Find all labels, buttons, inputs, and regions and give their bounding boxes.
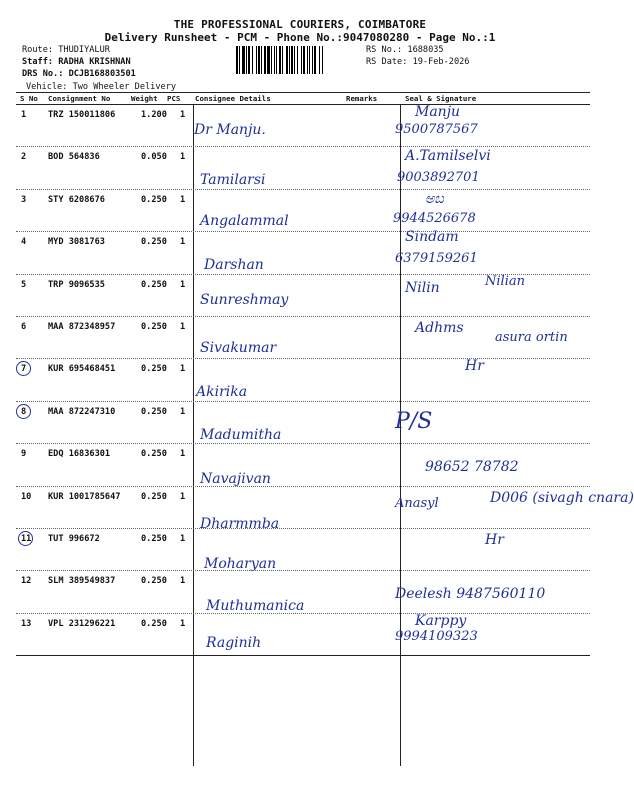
row-weight: 0.250 <box>141 279 167 290</box>
row-sno: 9 <box>21 449 27 460</box>
signature-handwriting: Nilin <box>405 279 440 296</box>
row-divider <box>16 189 590 190</box>
row-consignment: MAA 872247310 <box>48 406 116 417</box>
consignee-handwriting: Dharmmba <box>200 515 280 532</box>
row-weight: 0.250 <box>141 322 167 332</box>
signature-handwriting: Adhms <box>415 320 464 336</box>
row-weight: 0.250 <box>141 534 167 544</box>
table-bottom-rule <box>16 655 590 656</box>
row-sno: 13 <box>21 618 32 629</box>
row-pcs: 1 <box>180 534 186 544</box>
row-consignment: VPL 231296221 <box>48 618 116 629</box>
row-sno: 1 <box>21 110 27 120</box>
table-header-rule <box>16 104 590 105</box>
row-weight: 0.250 <box>141 194 167 205</box>
runsheet-subtitle: Delivery Runsheet - PCM - Phone No.:9047080280 - Page No.:1 <box>104 31 496 44</box>
table-top-rule <box>16 92 590 93</box>
row-pcs: 1 <box>180 449 186 460</box>
row-consignment: BOD 564836 <box>48 152 100 163</box>
signature-handwriting: ಅಬ <box>425 190 444 207</box>
row-divider <box>16 146 590 147</box>
col-consignment: Consignment No <box>48 94 111 103</box>
signature-handwriting: P/S <box>395 408 433 434</box>
row-pcs: 1 <box>180 364 186 375</box>
signature-phone-handwriting: 9944526678 <box>393 210 476 226</box>
col-consignee: Consignee Details <box>195 94 271 103</box>
row-divider <box>16 486 590 487</box>
row-consignment: MYD 3081763 <box>48 237 105 248</box>
row-divider <box>16 401 590 402</box>
consignee-handwriting: Dr Manju. <box>194 122 266 138</box>
row-pcs: 1 <box>180 110 186 120</box>
row-divider <box>16 231 590 232</box>
row-sno: 10 <box>21 491 32 502</box>
consignee-handwriting: Akirika <box>196 384 248 401</box>
row-weight: 1.200 <box>141 110 167 120</box>
row-consignment: SLM 389549837 <box>48 576 116 587</box>
signature-handwriting: Sindam <box>405 229 459 246</box>
signature-handwriting: A.Tamilselvi <box>405 148 491 165</box>
row-divider <box>16 613 590 614</box>
row-consignment: EDQ 16836301 <box>48 449 111 460</box>
row-consignment: TRP 9096535 <box>48 279 105 290</box>
row-weight: 0.250 <box>141 449 167 460</box>
sno-circle-mark <box>16 361 31 376</box>
row-pcs: 1 <box>180 322 186 332</box>
consignee-handwriting: Navajivan <box>200 471 271 488</box>
signature-phone-handwriting: 9994109323 <box>395 628 478 644</box>
column-rule <box>400 104 401 766</box>
row-sno: 8 <box>21 406 27 417</box>
route-label: Route: THUDIYALUR <box>22 45 110 55</box>
row-pcs: 1 <box>180 491 186 502</box>
consignee-handwriting: Angalammal <box>200 212 289 229</box>
signature-phone-handwriting: asura ortin <box>495 330 568 345</box>
signature-phone-handwriting: 9500787567 <box>395 122 478 137</box>
row-pcs: 1 <box>180 279 186 290</box>
signature-handwriting: D006 (sivagh cnara) <box>490 489 634 506</box>
signature-handwriting: 98652 78782 <box>425 459 519 476</box>
signature-handwriting: Hr <box>465 358 484 375</box>
row-pcs: 1 <box>180 406 186 417</box>
row-consignment: TRZ 150011806 <box>48 110 116 120</box>
staff-label: Staff: RADHA KRISHNAN <box>22 57 131 67</box>
row-weight: 0.250 <box>141 406 167 417</box>
row-weight: 0.250 <box>141 364 167 375</box>
row-sno: 3 <box>21 194 27 205</box>
signature-handwriting: Hr <box>485 532 504 548</box>
signature-handwriting: Karppy <box>415 612 467 629</box>
consignee-handwriting: Moharyan <box>204 556 277 572</box>
consignee-handwriting: Raginih <box>206 634 262 651</box>
signature-phone-handwriting: 6379159261 <box>395 251 478 267</box>
row-sno: 5 <box>21 279 27 290</box>
rs-date-label: RS Date: 19-Feb-2026 <box>366 57 470 67</box>
row-consignment: KUR 1001785647 <box>48 491 121 502</box>
row-weight: 0.250 <box>141 618 167 629</box>
row-divider <box>16 570 590 571</box>
row-consignment: STY 6208676 <box>48 194 105 205</box>
row-consignment: KUR 695468451 <box>48 364 116 375</box>
row-consignment: TUT 996672 <box>48 534 100 544</box>
row-divider <box>16 358 590 359</box>
row-pcs: 1 <box>180 618 186 629</box>
column-rule <box>193 104 194 766</box>
col-remarks: Remarks <box>346 94 378 103</box>
consignee-handwriting: Muthumanica <box>206 598 305 615</box>
consignee-handwriting: Madumitha <box>200 426 282 443</box>
col-seal: Seal & Signature <box>405 94 477 103</box>
rs-no-label: RS No.: 1688035 <box>366 45 444 55</box>
sno-circle-mark <box>16 404 31 419</box>
row-sno: 12 <box>21 576 32 587</box>
row-sno: 6 <box>21 322 27 332</box>
row-divider <box>16 316 590 317</box>
col-weight: Weight <box>131 94 158 103</box>
col-pcs: PCS <box>167 94 181 103</box>
signature-phone-handwriting: Nilian <box>485 273 525 289</box>
vehicle-label: Vehicle: Two Wheeler Delivery <box>26 82 177 92</box>
row-weight: 0.250 <box>141 491 167 502</box>
row-sno: 2 <box>21 152 27 163</box>
row-sno: 7 <box>21 364 27 375</box>
drs-label: DRS No.: DCJB168803501 <box>22 69 136 79</box>
row-pcs: 1 <box>180 194 186 205</box>
col-sno: S No <box>20 94 38 103</box>
row-weight: 0.050 <box>141 152 167 163</box>
signature-phone-handwriting: Anasyl <box>395 495 439 511</box>
company-title: THE PROFESSIONAL COURIERS, COIMBATORE <box>173 18 427 31</box>
signature-phone-handwriting: 9003892701 <box>397 170 480 186</box>
signature-handwriting: Deelesh 9487560110 <box>395 586 546 603</box>
row-sno: 11 <box>21 534 32 544</box>
row-weight: 0.250 <box>141 237 167 248</box>
signature-handwriting: Manju <box>415 104 461 120</box>
row-divider <box>16 443 590 444</box>
row-divider <box>16 528 590 529</box>
row-sno: 4 <box>21 237 27 248</box>
row-pcs: 1 <box>180 237 186 248</box>
consignee-handwriting: Darshan <box>204 257 264 274</box>
row-pcs: 1 <box>180 152 186 163</box>
row-weight: 0.250 <box>141 576 167 587</box>
sno-circle-mark <box>18 531 33 546</box>
row-consignment: MAA 872348957 <box>48 322 116 332</box>
barcode <box>236 46 360 74</box>
consignee-handwriting: Sunreshmay <box>200 291 289 308</box>
consignee-handwriting: Tamilarsi <box>200 172 266 189</box>
consignee-handwriting: Sivakumar <box>200 340 277 356</box>
row-pcs: 1 <box>180 576 186 587</box>
